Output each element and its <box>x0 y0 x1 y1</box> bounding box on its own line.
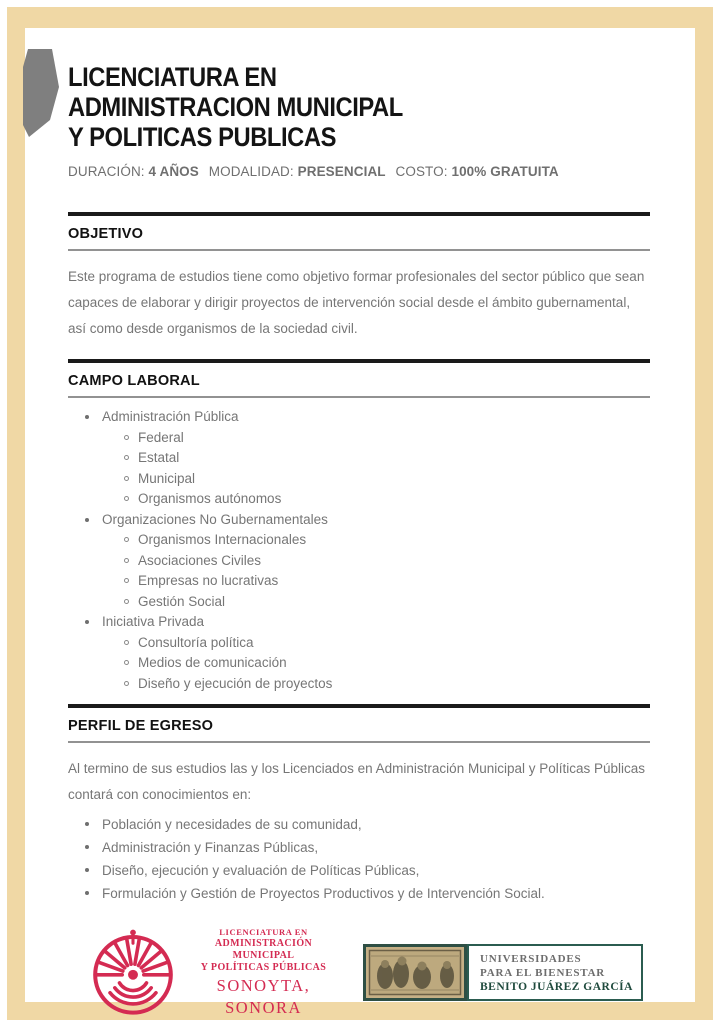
man-in-maze-logo-icon <box>88 928 178 1018</box>
meta-label-modalidad: MODALIDAD: <box>208 164 294 179</box>
program-logo-line: LICENCIATURA EN <box>219 926 308 937</box>
meta-label-costo: COSTO: <box>395 164 448 179</box>
title-line: LICENCIATURA EN <box>68 62 277 92</box>
list-subitem <box>68 677 650 691</box>
meta-value-duracion: 4 AÑOS <box>148 164 199 179</box>
section-top-bar <box>68 704 650 708</box>
list-subitem <box>68 656 650 670</box>
list-subitem-label: Asociaciones Civiles <box>138 552 262 568</box>
list-item <box>68 817 650 832</box>
list-subitem <box>68 636 650 650</box>
list-subitem-label: Organismos Internacionales <box>138 532 307 547</box>
sublist <box>68 636 650 691</box>
circle-bullet-icon <box>124 640 129 645</box>
list-subitem-label: Medios de comunicación <box>138 655 287 670</box>
list-subitem-label: Diseño y ejecución de proyectos <box>138 675 333 691</box>
sublist <box>68 533 650 609</box>
circle-bullet-icon <box>124 660 129 665</box>
list-item-label: Iniciativa Privada <box>102 614 205 629</box>
bullet-icon <box>85 415 89 419</box>
list-item-label: Formulación y Gestión de Proyectos Productivos y de Intervención Social. <box>102 885 545 901</box>
list-subitem-label: Municipal <box>138 470 196 486</box>
bullet-icon <box>85 891 89 895</box>
list-item-label: Población y necesidades de su comunidad, <box>102 816 362 832</box>
list-subitem-label: Empresas no lucrativas <box>138 573 279 588</box>
meta-label-duracion: DURACIÓN: <box>68 164 145 179</box>
university-logo-name: BENITO JUÁREZ GARCÍA <box>480 981 633 993</box>
title-line: Y POLITICAS PUBLICAS <box>68 122 337 152</box>
university-logo-text-box <box>467 944 643 1001</box>
program-logo <box>88 927 341 1019</box>
list-item-label: Diseño, ejecución y evaluación de Políticas Públicas, <box>102 862 420 878</box>
list-subitem <box>68 574 650 588</box>
program-logo-city: SONOYTA, SONORA <box>216 975 311 1017</box>
program-logo-line: Y POLÍTICAS PÚBLICAS <box>200 961 327 973</box>
list-item <box>68 513 650 609</box>
list-subitem <box>68 472 650 486</box>
meta-value-modalidad: PRESENCIAL <box>297 164 386 179</box>
bullet-icon <box>85 868 89 872</box>
section-heading-campo-laboral: CAMPO LABORAL <box>68 372 200 389</box>
footer-logos <box>88 927 650 1019</box>
section-rule <box>68 741 650 743</box>
perfil-list <box>68 817 650 901</box>
university-logo <box>363 944 643 1001</box>
circle-bullet-icon <box>124 537 129 542</box>
list-subitem-label: Federal <box>138 429 184 445</box>
university-logo-line: UNIVERSIDADES <box>480 953 582 965</box>
list-item <box>68 615 650 691</box>
campo-laboral-list <box>68 410 650 691</box>
program-logo-line: ADMINISTRACIÓN MUNICIPAL <box>214 937 313 961</box>
section-rule <box>68 249 650 251</box>
circle-bullet-icon <box>124 455 129 460</box>
section-heading-objetivo: OBJETIVO <box>68 225 144 242</box>
list-subitem <box>68 533 650 547</box>
list-subitem-label: Estatal <box>138 450 180 465</box>
section-perfil-egreso <box>68 704 650 901</box>
section-top-bar <box>68 212 650 216</box>
list-subitem <box>68 554 650 568</box>
list-item <box>68 840 650 855</box>
section-campo-laboral <box>68 359 650 691</box>
section-objetivo <box>68 212 650 342</box>
list-item <box>68 886 650 901</box>
list-subitem <box>68 595 650 609</box>
program-meta <box>68 164 650 179</box>
list-item-label: Organizaciones No Gubernamentales <box>102 511 328 527</box>
section-heading-perfil-egreso: PERFIL DE EGRESO <box>68 716 214 734</box>
list-item <box>68 410 650 506</box>
meta-value-costo: 100% GRATUITA <box>451 164 559 179</box>
page-title <box>68 62 580 152</box>
list-subitem-label: Consultoría política <box>138 634 254 650</box>
list-subitem-label: Gestión Social <box>138 593 226 609</box>
list-item-label: Administración y Finanzas Públicas, <box>102 839 319 855</box>
sublist <box>68 431 650 507</box>
bullet-icon <box>85 620 89 624</box>
section-rule <box>68 396 650 398</box>
document-page <box>25 28 695 1017</box>
objetivo-paragraph: Este programa de estudios tiene como objetivo formar profesionales del sector público que sean capaces de elaborar y dirigir proyectos de intervención social desde el ámbito gubernamental, así como desde organismos de la sociedad civil. <box>68 269 645 336</box>
program-logo-text <box>186 927 341 1019</box>
section-top-bar <box>68 359 650 363</box>
university-logo-line: PARA EL BIENESTAR <box>480 966 606 979</box>
circle-bullet-icon <box>124 681 129 686</box>
bookmark-ribbon-icon <box>21 48 60 138</box>
title-line: ADMINISTRACION MUNICIPAL <box>68 92 403 122</box>
bullet-icon <box>85 518 89 522</box>
circle-bullet-icon <box>124 435 129 440</box>
list-subitem <box>68 431 650 445</box>
bullet-icon <box>85 845 89 849</box>
circle-bullet-icon <box>124 599 129 604</box>
list-item <box>68 863 650 878</box>
relief-engraving-image <box>363 944 467 1001</box>
list-subitem <box>68 492 650 506</box>
circle-bullet-icon <box>124 578 129 583</box>
circle-bullet-icon <box>124 476 129 481</box>
perfil-intro: Al termino de sus estudios las y los Licenciados en Administración Municipal y Políticas Públicas contará con conocimientos en: <box>68 760 646 802</box>
list-subitem <box>68 451 650 465</box>
circle-bullet-icon <box>124 496 129 501</box>
list-item-label: Administración Pública <box>102 409 239 424</box>
bullet-icon <box>85 822 89 826</box>
list-subitem-label: Organismos autónomos <box>138 491 282 506</box>
circle-bullet-icon <box>124 558 129 563</box>
